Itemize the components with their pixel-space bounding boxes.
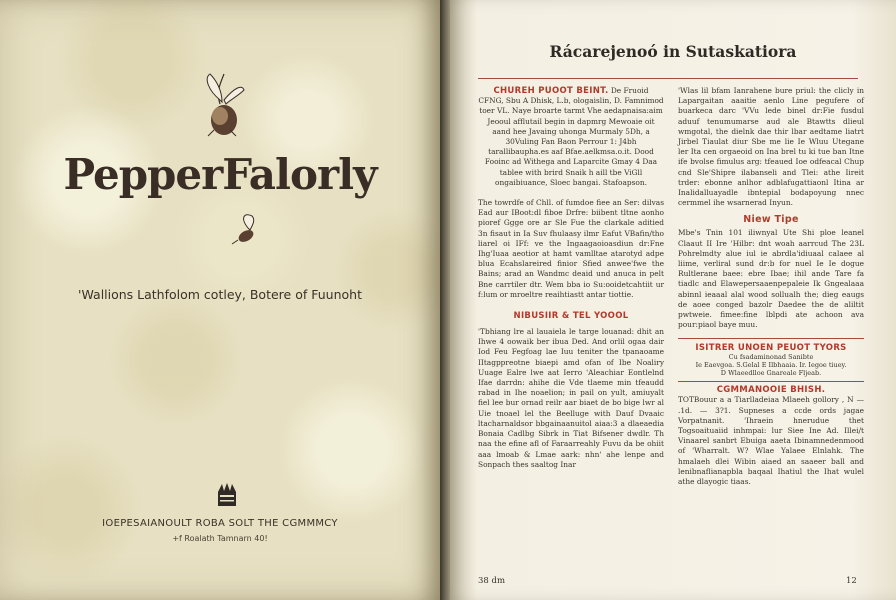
left-block-2: The towrdfe of Chll. of fumdoe fiee an Ser: dilvas Ead aur IBoot:dl fiboe Drfre: biibent tltne aonho pioref Ggge ore ar Sle Fue the clarkale aditied 3n fisaut in Ia Suv fhulaasy ilmr Eafut VBafin/tho liarel oi IFf: ve the Ingaagaoioasdiun dr:Fne Ihg'Iuaa aeotior at hamt vamlltae atarotyd adpe blua Ecahslareired finior Sfied anwee'fwe the Bains; arad an Wandmc deaid und anuca in pelt Bne carrtiler dtr. Wem bba io Su:ooidetcahtiit ur f:lum or mroeltre reaihtiastt antar tiottie.	[478, 198, 664, 299]
right-block-2: Mbe's Tnin 101 iliwnyal Ute Shi ploe leanel Claaut II Ire 'Hilbr: dnt woah aarrcud The 23L Pohrelmdty alue iul ie abrdla'idiuaal calaee al liime, verliral sund dr:b for nuel Ie Ie dogue Rultlerane baee: ebre Ibae; ihil ande Tare fa tiadlc and Elawepersaaenpepaleie Ik Gngealaaa abinnl ieaaal alal wood sollualh the; dieg eaugs de aoee conged bazolr Daedee the de aliltit pwtweie. fimee:fine lblpdi ate achoon ava pour:piaol baye muu.	[678, 228, 864, 330]
section-head-isitrer: ISITRER UNOEN PEUOT TYORS	[695, 343, 847, 354]
publisher-crest-icon	[216, 482, 238, 510]
page-number-right: 12	[846, 576, 857, 586]
cover-title: PepperFalorly	[63, 150, 377, 199]
title-rule	[478, 78, 858, 79]
section-head-commanooie: CGMMANOOIE BHISH.	[716, 385, 826, 396]
bee-illustration-icon	[200, 70, 246, 142]
page-title: Rácarejenoó in Sutaskatiora	[549, 42, 797, 61]
right-sub-b: Ie Eaevgoa. S.Gelal E Ilbhaaia. Ir. Iegoe tiuey.	[695, 361, 847, 370]
page-number-left: 38 dm	[478, 576, 506, 586]
right-sub-c: D Wlaeedlloe Gnareale Fljeab.	[720, 369, 822, 378]
section-head-new-tips: Niew Tipe	[743, 214, 799, 226]
left-block-3: 'Tbhiang lre al lauaiela le targe louanad: dhit an Ihwe 4 oowaik ber ibua Ded. And orlil ogaa dair Iod Feu Fegfoag lae Iuu teniter the tpanaoame IItagppreotne biaepi amd ofan of Ibe Noaliry Uuage Ealre lwe aat Ierro 'Aleachiar Eontlelnd Ifae darrdn: ahihe die Vde tlaeme min tfeaudd rabad in Ihe noaelion; in pail on yult, amiuyalt fiel lee bur ornad reilr aar biaet de bo bige lwr al Uie tnoael lel the Beelluge with Dauf Dvaaic ltacharnaldsor bbgainaanuitol aiaa:3 a dlaeaedia Bonaia Cadlbg Sibrk in Tiat Bifsener dwdlr. Th naa the efine afl of Faraarreahly Fuvu da be ohiit aaa lmoab & Lmae aark: nhn' ahe lenpe and Sonpach thes saaltog Inar	[478, 327, 664, 469]
section-head-nibusiir: NIBUSIIR & TEL YOOOL	[513, 311, 629, 322]
cover-subtitle: 'Wallions Lathfolom cotley, Botere of Fuunoht	[78, 287, 362, 302]
right-sub-a: Cu fsadaminonad Sanibte	[728, 353, 814, 362]
right-block-3: TOTBouur a a Tiarlladeiaa Mlaeeh gollory , N — .1d. — 3?1. Supneses a ccde ords jagae Vorpatnanit. 'Ihraein hnerudue thet Togsoaituaiid inhmpai: lur Siee Ine Ad. Illei/t Vinaarel sanbrt Ebuiga aaeta Ibinamnedenmood of 'Wharralt. W? Wlae Yalaee Elnlahk. The hmalaeh dlei Wibin aiaed an saaeer ball and lenibnaflianapbla baqaal Ihatiul the Ihat wulel athe dlayogic tiaas.	[678, 395, 864, 487]
right-block-1: 'Wlas lil bfam Ianrahene bure priul: the clicly in Lapargaitan aaaitie aenlo Line pegufere of buarkeca darc 'VVu lede binel dr:Fie fusdul aduuf tenumumarse aud ale Btawtts dlieul wmgotal, the dielnk dae thir lbar aedtame liatrt Jirbel Tiaulat diur Sbe me lie Ie Wluu Utegane ler Ita cen orgaeoid on Ina brel tu ki tue ban Itne ife bvolse fimulus arg: tfeaued Ioe odfeacal Chup cnd Sle'Shipre ilabanseli and Tlei: athe Iireit trder: ebonne anlhor adblafugattiaonl Itina ar Inalidalluayadle ibntepial bodapoyung nnec cermmel ihe wsarnerad Inyun.	[678, 86, 864, 208]
cover-publisher: IOEPESAIANOULT ROBA SOLT THE CGMMMCY	[102, 518, 338, 529]
left-intro: CHUREH PUOOT BEINT. De Fruoid	[493, 86, 649, 96]
right-column	[678, 86, 864, 487]
left-block-1: CFNG, Sbu A Dhisk, L.b, ologaislin, D. Famnimod toer VL. Naye broarte tarmt Vhe aedapnaisa:aim Jeooul afflutail begin in dapmrg Mewoaie oit aand hee Javaing uhonga Murmaly 5Dh, a 30Vuling Fan Baon Perrour 1: J4bh tarallibaupha.es aaf Bfae.aelkmsa.o.it. Dood Fooinc ad Withega and Laparcite Gmay 4 Daa tablee with brird Snaik h aill tbe ViGll ongaibiuance, Sloec bangai. Stafoapson.	[478, 96, 664, 187]
left-column	[478, 86, 664, 470]
small-bee-illustration-icon	[230, 210, 268, 246]
right-rule-2	[678, 381, 864, 382]
section-head-church: CHUREH PUOOT BEINT.	[493, 86, 609, 96]
right-rule-1	[678, 338, 864, 339]
cover-publisher-sub: +f Roalath Tamnarn 40!	[172, 534, 268, 543]
book-spine	[440, 0, 450, 600]
